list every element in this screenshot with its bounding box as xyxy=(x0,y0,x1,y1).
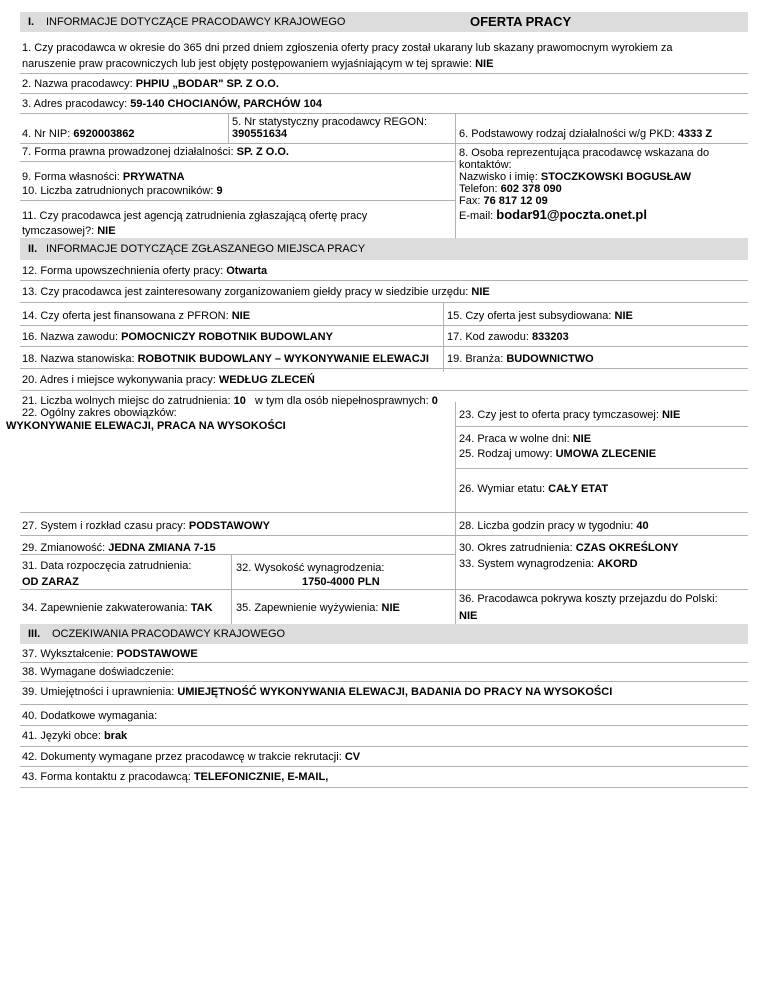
job-fair-value: NIE xyxy=(471,286,490,298)
skills-value: UMIEJĘTNOŚĆ WYKONYWANIA ELEWACJI, BADANIA DO PRACY NA WYSOKOŚCI xyxy=(177,686,613,698)
work-system-value: PODSTAWOWY xyxy=(188,520,270,532)
field-11-line1: 11. Czy pracodawca jest agencją zatrudnienia zgłaszającą ofertę pracy xyxy=(22,210,368,222)
field-5-regon-label: 5. Nr statystyczny pracodawcy REGON: xyxy=(232,116,427,128)
field-25-contract-type: 25. Rodzaj umowy: UMOWA ZLECENIE xyxy=(459,448,657,460)
field-8-phone: Telefon: 602 378 090 xyxy=(459,183,562,195)
field-8-email: E-mail: bodar91@poczta.onet.pl xyxy=(459,207,647,222)
work-address-value: WEDŁUG ZLECEŃ xyxy=(218,374,315,386)
field-7-legal-form: 7. Forma prawna prowadzonej działalności: SP. Z O.O. xyxy=(22,146,289,158)
email-value[interactable]: bodar91@poczta.onet.pl xyxy=(496,207,647,222)
field-35-meals: 35. Zapewnienie wyżywienia: NIE xyxy=(236,602,400,614)
field-12-publication-form: 12. Forma upowszechnienia oferty pracy: Otwarta xyxy=(22,265,268,277)
industry-value: BUDOWNICTWO xyxy=(506,353,594,365)
position-value: ROBOTNIK BUDOWLANY – WYKONYWANIE ELEWACJI xyxy=(137,353,429,365)
field-41-languages: 41. Języki obce: brak xyxy=(22,730,128,742)
contact-form-value: TELEFONICZNIE, E-MAIL, xyxy=(193,771,329,783)
employer-name-value: PHPIU „BODAR" SP. Z O.O. xyxy=(135,78,279,90)
section-3-title: OCZEKIWANIA PRACODAWCY KRAJOWEGO xyxy=(52,628,286,640)
field-1-line2: naruszenie praw pracowniczych lub jest objęty postępowaniem wyjaśniającym w tej sprawie: NIE xyxy=(22,58,494,70)
pfron-value: NIE xyxy=(231,310,251,322)
pkd-value: 4333 Z xyxy=(677,128,713,140)
field-20-work-address: 20. Adres i miejsce wykonywania pracy: WEDŁUG ZLECEŃ xyxy=(22,374,315,386)
contract-type-value: UMOWA ZLECENIE xyxy=(555,448,657,460)
field-11-line2: tymczasowej?: NIE xyxy=(22,225,116,237)
field-9-ownership: 9. Forma własności: PRYWATNA xyxy=(22,171,185,183)
document-title: OFERTA PRACY xyxy=(470,14,572,29)
contact-name-value: STOCZKOWSKI BOGUSŁAW xyxy=(540,171,692,183)
field-1-value: NIE xyxy=(475,58,494,70)
field-33-pay-system: 33. System wynagrodzenia: AKORD xyxy=(459,558,638,570)
field-26-working-time: 26. Wymiar etatu: CAŁY ETAT xyxy=(459,483,609,495)
field-19-industry: 19. Branża: BUDOWNICTWO xyxy=(447,353,594,365)
section-2-number: II. xyxy=(28,243,38,255)
occupation-value: POMOCNICZY ROBOTNIK BUDOWLANY xyxy=(121,331,333,343)
section-3-number: III. xyxy=(28,628,41,640)
field-37-education: 37. Wykształcenie: PODSTAWOWE xyxy=(22,648,198,660)
working-time-value: CAŁY ETAT xyxy=(548,483,609,495)
field-17-occupation-code: 17. Kod zawodu: 833203 xyxy=(447,331,569,343)
field-6-pkd: 6. Podstawowy rodzaj działalności w/g PKD: 4333 Z xyxy=(459,128,713,140)
languages-value: brak xyxy=(103,730,128,742)
field-29-shifts: 29. Zmianowość: JEDNA ZMIANA 7-15 xyxy=(22,542,216,554)
field-3-address: 3. Adres pracodawcy: 59-140 CHOCIANÓW, PARCHÓW 104 xyxy=(22,98,322,110)
field-16-occupation: 16. Nazwa zawodu: POMOCNICZY ROBOTNIK BUDOWLANY xyxy=(22,331,333,343)
meals-value: NIE xyxy=(381,602,400,614)
field-23-temporary: 23. Czy jest to oferta pracy tymczasowej: NIE xyxy=(459,409,681,421)
field-5-regon-value: 390551634 xyxy=(232,128,288,140)
address-value: 59-140 CHOCIANÓW, PARCHÓW 104 xyxy=(130,98,322,110)
field-42-documents: 42. Dokumenty wymagane przez pracodawcę w trakcie rekrutacji: CV xyxy=(22,751,361,763)
field-40-additional-requirements: 40. Dodatkowe wymagania: xyxy=(22,710,158,722)
field-32-salary-label: 32. Wysokość wynagrodzenia: xyxy=(236,562,385,574)
documents-value: CV xyxy=(344,751,361,763)
field-15-subsidised: 15. Czy oferta jest subsydiowana: NIE xyxy=(447,310,633,322)
field-22-duties-label: 22. Ogólny zakres obowiązków: xyxy=(22,407,177,419)
publication-form-value: Otwarta xyxy=(226,265,268,277)
field-8-fax: Fax: 76 817 12 09 xyxy=(459,195,548,207)
field-30-employment-period: 30. Okres zatrudnienia: CZAS OKREŚLONY xyxy=(459,542,679,554)
field-27-work-system: 27. System i rozkład czasu pracy: PODSTAWOWY xyxy=(22,520,270,532)
section-1-title: INFORMACJE DOTYCZĄCE PRACODAWCY KRAJOWEGO xyxy=(46,16,346,28)
field-22-duties-value: WYKONYWANIE ELEWACJI, PRACA NA WYSOKOŚCI xyxy=(6,420,286,432)
field-32-salary-value: 1750-4000 PLN xyxy=(302,576,380,588)
field-11-value: NIE xyxy=(97,225,116,237)
shifts-value: JEDNA ZMIANA 7-15 xyxy=(108,542,216,554)
vacancies-disabled-value: 0 xyxy=(431,395,438,407)
accommodation-value: TAK xyxy=(190,602,213,614)
field-8-contact-label2: kontaktów: xyxy=(459,159,512,171)
field-14-pfron: 14. Czy oferta jest finansowana z PFRON: NIE xyxy=(22,310,251,322)
legal-form-value: SP. Z O.O. xyxy=(236,146,289,158)
field-24-free-days: 24. Praca w wolne dni: NIE xyxy=(459,433,592,445)
field-18-position: 18. Nazwa stanowiska: ROBOTNIK BUDOWLANY – WYKONYWANIE ELEWACJI xyxy=(22,353,429,365)
field-43-contact-form: 43. Forma kontaktu z pracodawcą: TELEFONICZNIE, E-MAIL, xyxy=(22,771,329,783)
section-1-number: I. xyxy=(28,16,35,28)
field-31-start-date-value: OD ZARAZ xyxy=(22,576,79,588)
temporary-value: NIE xyxy=(661,409,681,421)
phone-value: 602 378 090 xyxy=(500,183,562,195)
field-31-start-date-label: 31. Data rozpoczęcia zatrudnienia: xyxy=(22,560,192,572)
field-8-contact-label1: 8. Osoba reprezentująca pracodawcę wskazana do xyxy=(459,147,710,159)
vacancies-value: 10 xyxy=(233,395,246,407)
subsidised-value: NIE xyxy=(614,310,633,322)
field-39-skills: 39. Umiejętności i uprawnienia: UMIEJĘTNOŚĆ WYKONYWANIA ELEWACJI, BADANIA DO PRACY NA WYSOKOŚCI xyxy=(22,686,613,698)
field-34-accommodation: 34. Zapewnienie zakwaterowania: TAK xyxy=(22,602,213,614)
field-8-contact-name: Nazwisko i imię: STOCZKOWSKI BOGUSŁAW xyxy=(459,171,692,183)
field-36-travel-costs-label: 36. Pracodawca pokrywa koszty przejazdu do Polski: xyxy=(459,593,718,605)
field-10-employees: 10. Liczba zatrudnionych pracowników: 9 xyxy=(22,185,223,197)
field-13-job-fair: 13. Czy pracodawca jest zainteresowany zorganizowaniem giełdy pracy w siedzibie urzędu: NIE xyxy=(22,286,490,298)
free-days-value: NIE xyxy=(572,433,592,445)
field-36-travel-costs-value: NIE xyxy=(459,610,478,622)
pay-system-value: AKORD xyxy=(597,558,638,570)
field-1-line1: 1. Czy pracodawca w okresie do 365 dni przed dniem zgłoszenia oferty pracy został ukarany lub skazany prawomocnym wyrokiem za xyxy=(22,42,673,54)
field-38-experience: 38. Wymagane doświadczenie: xyxy=(22,666,175,678)
field-2-employer-name: 2. Nazwa pracodawcy: PHPIU „BODAR" SP. Z O.O. xyxy=(22,78,279,90)
hours-per-week-value: 40 xyxy=(636,520,649,532)
section-2-title: INFORMACJE DOTYCZĄCE ZGŁASZANEGO MIEJSCA PRACY xyxy=(46,243,366,255)
employment-period-value: CZAS OKREŚLONY xyxy=(575,542,679,554)
employees-value: 9 xyxy=(216,185,223,197)
field-21-vacancies: 21. Liczba wolnych miejsc do zatrudnienia: 10 w tym dla osób niepełnosprawnych: 0 xyxy=(22,395,438,407)
ownership-value: PRYWATNA xyxy=(122,171,185,183)
nip-value: 6920003862 xyxy=(73,128,135,140)
field-28-hours-per-week: 28. Liczba godzin pracy w tygodniu: 40 xyxy=(459,520,649,532)
education-value: PODSTAWOWE xyxy=(116,648,198,660)
field-4-nip: 4. Nr NIP: 6920003862 xyxy=(22,128,135,140)
occupation-code-value: 833203 xyxy=(532,331,569,343)
fax-value: 76 817 12 09 xyxy=(483,195,548,207)
